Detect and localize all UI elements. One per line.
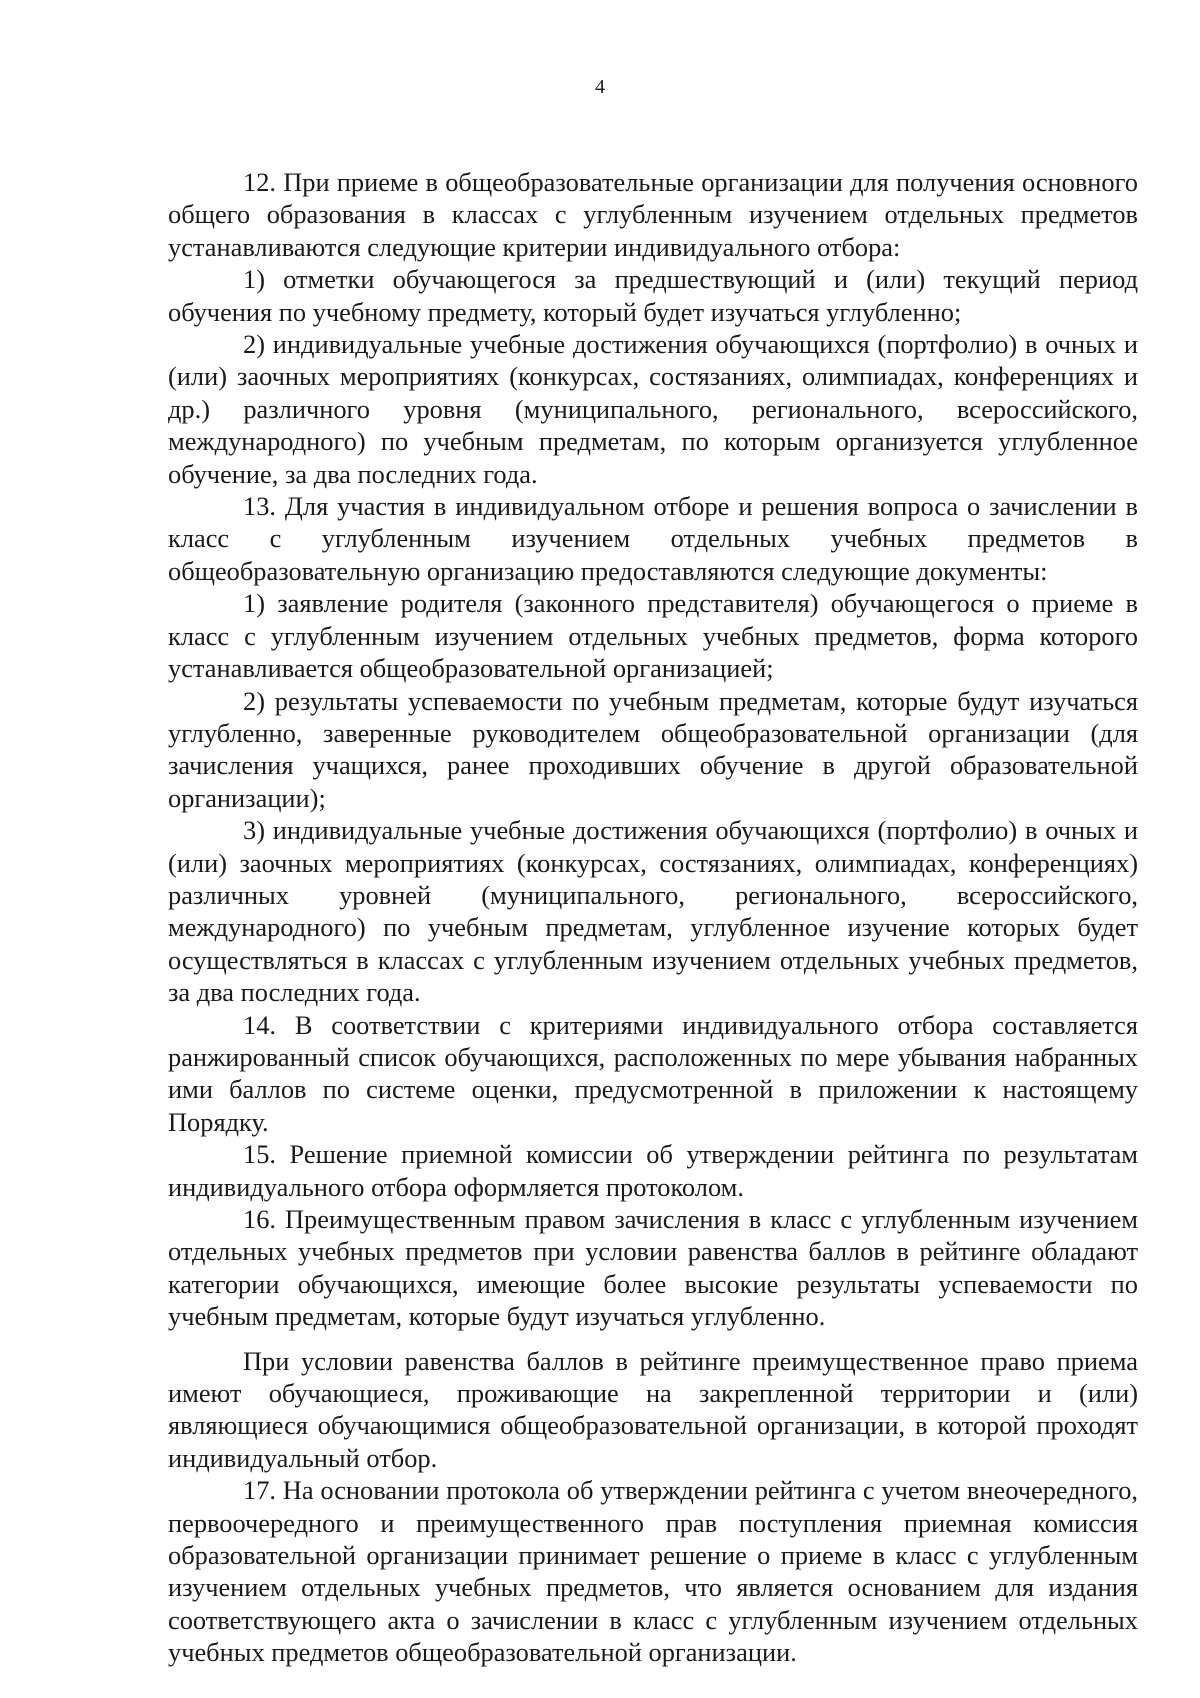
paragraph-13-item-2: 2) результаты успеваемости по учебным предметам, которые будут изучаться углубленно, заверенные руководителем общеобразовательной организации (для зачисления учащихся, ранее проходивших обучение в другой образовательной организации); [168, 685, 1138, 813]
page-number: 4 [595, 76, 605, 98]
paragraph-12-item-2: 2) индивидуальные учебные достижения обучающихся (портфолио) в очных и (или) заочных мероприятиях (конкурсах, состязаниях, олимпиадах, конференциях и др.) различного уровня (муниципального, регионального, всероссийского, международного) по учебным предметам, по которым организуется углубленное обучение, за два последних года. [168, 329, 1138, 489]
paragraph-13-item-3: 3) индивидуальные учебные достижения обучающихся (портфолио) в очных и (или) заочных мероприятиях (конкурсах, состязаниях, олимпиадах, конференциях) различных уровней (муниципального, регионального, всероссийского, международного) по учебным предметам, углубленное изучение которых будет осуществляться в классах с углубленным изучением отдельных учебных предметов, за два последних года. [168, 815, 1138, 1008]
paragraph-13-item-1: 1) заявление родителя (законного представителя) обучающегося о приеме в класс с углубленным изучением отдельных учебных предметов, форма которого устанавливается общеобразовательной организацией; [168, 588, 1138, 684]
paragraph-17: 17. На основании протокола об утверждении рейтинга с учетом внеочередного, первоочередного и преимущественного прав поступления приемная комиссия образовательной организации принимает решение о приеме в класс с углубленным изучением отдельных учебных предметов, что является основанием для издания соответствующего акта о зачислении в класс с углубленным изучением отдельных учебных предметов общеобразовательной организации. [168, 1475, 1138, 1668]
paragraph-13: 13. Для участия в индивидуальном отборе и решения вопроса о зачислении в класс с углубленным изучением отдельных учебных предметов в общеобразовательную организацию предоставляются следующие документы: [168, 491, 1138, 586]
paragraph-16: 16. Преимущественным правом зачисления в класс с углубленным изучением отдельных учебных предметов при условии равенства баллов в рейтинге обладают категории обучающихся, имеющие более высокие результаты успеваемости по учебным предметам, которые будут изучаться углубленно. [168, 1204, 1138, 1332]
paragraph-12-item-1: 1) отметки обучающегося за предшествующий и (или) текущий период обучения по учебному предмету, который будет изучаться углубленно; [168, 264, 1138, 327]
paragraph-14: 14. В соответствии с критериями индивидуального отбора составляется ранжированный список обучающихся, расположенных по мере убывания набранных ими баллов по системе оценки, предусмотренной в приложении к настоящему Порядку. [168, 1009, 1138, 1137]
document-body [168, 166, 1138, 1669]
paragraph-15: 15. Решение приемной комиссии об утверждении рейтинга по результатам индивидуального отбора оформляется протоколом. [168, 1139, 1138, 1202]
paragraph-16-continuation: При условии равенства баллов в рейтинге преимущественное право приема имеют обучающиеся, проживающие на закрепленной территории и (или) являющиеся обучающимися общеобразовательной организации, в которой проходят индивидуальный отбор. [168, 1345, 1138, 1473]
paragraph-12: 12. При приеме в общеобразовательные организации для получения основного общего образования в классах с углубленным изучением отдельных предметов устанавливаются следующие критерии индивидуального отбора: [168, 167, 1138, 262]
